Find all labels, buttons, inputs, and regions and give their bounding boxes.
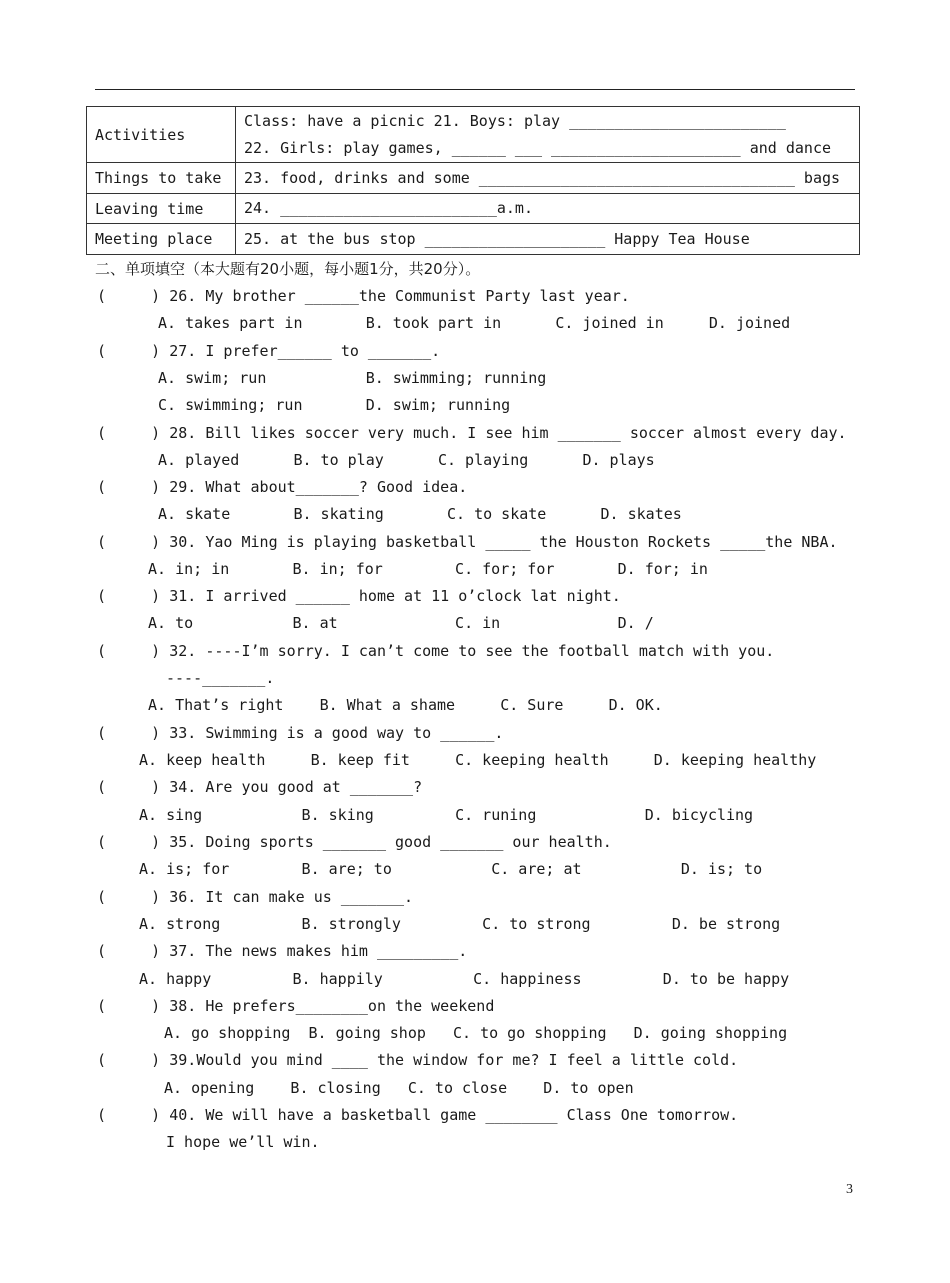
row-content — [236, 194, 860, 224]
row-content — [236, 107, 860, 163]
question-options: A. is; for B. are; to C. are; at D. is; to — [139, 860, 763, 878]
question-options: A. keep health B. keep fit C. keeping health D. keeping healthy — [139, 751, 817, 769]
row-content — [236, 224, 860, 255]
row-line: 23. food, drinks and some ___________________________________ bags — [244, 168, 841, 187]
row-label: Meeting place — [87, 224, 236, 255]
question-stem: ( ) 34. Are you good at _______? — [97, 778, 423, 796]
question-stem: ( ) 33. Swimming is a good way to ______. — [97, 724, 504, 742]
question-stem: ( ) 37. The news makes him _________. — [97, 942, 468, 960]
question-options: A. takes part in B. took part in C. joined in D. joined — [158, 314, 791, 332]
row-label: Things to take — [87, 163, 236, 194]
question-stem: ( ) 29. What about_______? Good idea. — [97, 478, 468, 496]
row-label: Activities — [87, 107, 236, 163]
question-options: A. skate B. skating C. to skate D. skates — [158, 505, 682, 523]
question-options: A. sing B. sking C. runing D. bicycling — [139, 806, 754, 824]
question-options: C. swimming; run D. swim; running — [158, 396, 511, 414]
section-heading: 二、单项填空（本大题有20小题，每小题1分，共20分）。 — [95, 260, 481, 278]
row-line: 25. at the bus stop ____________________ Happy Tea House — [244, 229, 750, 248]
question-stem: ( ) 30. Yao Ming is playing basketball _____ the Houston Rockets _____the NBA. — [97, 533, 838, 551]
header-rule — [95, 89, 855, 90]
question-stem: ( ) 35. Doing sports _______ good _______ our health. — [97, 833, 612, 851]
row-line: Class: have a picnic 21. Boys: play ________________________ — [244, 111, 786, 130]
question-stem: ( ) 32. ----I’m sorry. I can’t come to see the football match with you. — [97, 642, 775, 660]
question-stem: ( ) 26. My brother ______the Communist Party last year. — [97, 287, 630, 305]
question-options: A. to B. at C. in D. / — [148, 614, 654, 632]
page-number: 3 — [846, 1182, 853, 1197]
question-options: A. happy B. happily C. happiness D. to be happy — [139, 970, 790, 988]
question-stem: ( ) 28. Bill likes soccer very much. I see him _______ soccer almost every day. — [97, 424, 847, 442]
table-row — [87, 163, 860, 194]
question-stem: ( ) 38. He prefers________on the weekend — [97, 997, 495, 1015]
row-label: Leaving time — [87, 194, 236, 224]
question-options: A. played B. to play C. playing D. plays — [158, 451, 655, 469]
row-line: 22. Girls: play games, ______ ___ _____________________ and dance — [244, 138, 831, 157]
table-row — [87, 194, 860, 224]
question-options: A. strong B. strongly C. to strong D. be strong — [139, 915, 781, 933]
table-row — [87, 224, 860, 255]
question-options: I hope we’ll win. — [166, 1133, 320, 1151]
question-options: A. That’s right B. What a shame C. Sure D. OK. — [148, 696, 663, 714]
question-stem: ( ) 27. I prefer______ to _______. — [97, 342, 441, 360]
question-options: A. go shopping B. going shop C. to go shopping D. going shopping — [164, 1024, 788, 1042]
question-stem: ( ) 36. It can make us _______. — [97, 888, 414, 906]
question-options: ----_______. — [166, 669, 275, 687]
question-options: A. opening B. closing C. to close D. to open — [164, 1079, 634, 1097]
table-row — [87, 107, 860, 163]
activity-table — [86, 106, 860, 255]
row-line: 24. ________________________a.m. — [244, 199, 533, 217]
question-options: A. in; in B. in; for C. for; for D. for; in — [148, 560, 708, 578]
question-stem: ( ) 40. We will have a basketball game ________ Class One tomorrow. — [97, 1106, 739, 1124]
row-content — [236, 163, 860, 194]
question-options: A. swim; run B. swimming; running — [158, 369, 547, 387]
question-stem: ( ) 39.Would you mind ____ the window for me? I feel a little cold. — [97, 1051, 739, 1069]
question-stem: ( ) 31. I arrived ______ home at 11 o’clock lat night. — [97, 587, 621, 605]
